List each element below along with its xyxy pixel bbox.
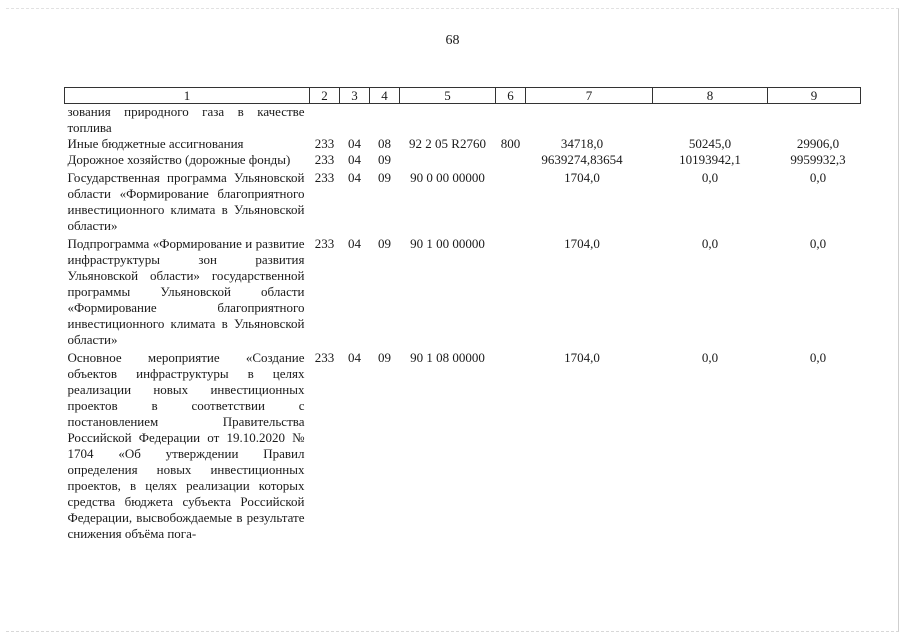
table-row bbox=[65, 152, 861, 168]
row-code-3: 04 bbox=[348, 136, 361, 151]
row-amount-9 bbox=[768, 104, 861, 137]
row-amount-8: 50245,0 bbox=[688, 136, 732, 151]
row-code-2: 233 bbox=[314, 236, 335, 251]
row-name: Дорожное хозяйство (дорожные фонды) bbox=[67, 152, 291, 167]
table-row bbox=[65, 234, 861, 348]
budget-table bbox=[64, 87, 861, 542]
col-header-9: 9 bbox=[768, 88, 861, 104]
row-code-5: 92 2 05 R2760 bbox=[409, 136, 486, 151]
row-amount-7: 9639274,83654 bbox=[541, 152, 623, 167]
row-amount-8: 0,0 bbox=[701, 350, 719, 365]
table-row bbox=[65, 104, 861, 137]
col-header-8: 8 bbox=[653, 88, 768, 104]
row-name: зования природного газа в качестве топлива bbox=[67, 104, 305, 135]
row-amount-9: 29906,0 bbox=[796, 136, 840, 151]
row-code-6: 800 bbox=[500, 136, 521, 151]
row-amount-7: 1704,0 bbox=[564, 236, 600, 251]
row-code-3: 04 bbox=[348, 350, 361, 365]
row-amount-7: 34718,0 bbox=[560, 136, 604, 151]
row-code-6 bbox=[496, 348, 526, 542]
row-amount-8: 0,0 bbox=[701, 170, 719, 185]
col-header-2: 2 bbox=[310, 88, 340, 104]
row-code-3: 04 bbox=[348, 170, 361, 185]
row-amount-8: 0,0 bbox=[701, 236, 719, 251]
row-code-3: 04 bbox=[348, 236, 361, 251]
row-code-3: 04 bbox=[348, 152, 361, 167]
col-header-4: 4 bbox=[370, 88, 400, 104]
row-amount-9: 0,0 bbox=[809, 170, 827, 185]
row-code-5: 90 1 08 00000 bbox=[410, 350, 485, 365]
row-code-4: 09 bbox=[378, 236, 391, 251]
row-name: Подпрограмма «Формирование и развитие инфраструктуры зон развития Ульяновской области» государственной программы Ульяновской области «Формирование благоприятного инвестиционного климата в Ульяновской области» bbox=[67, 236, 305, 347]
row-code-2: 233 bbox=[314, 170, 335, 185]
row-code-6 bbox=[496, 152, 526, 168]
header-row bbox=[65, 88, 861, 104]
row-code-5: 90 1 00 00000 bbox=[410, 236, 485, 251]
row-code-4: 09 bbox=[378, 170, 391, 185]
row-amount-9: 0,0 bbox=[809, 350, 827, 365]
row-code-4: 09 bbox=[378, 152, 391, 167]
row-code-4 bbox=[370, 104, 400, 137]
row-code-3 bbox=[340, 104, 370, 137]
col-header-5: 5 bbox=[400, 88, 496, 104]
row-code-6 bbox=[496, 104, 526, 137]
table-row bbox=[65, 136, 861, 152]
row-code-6 bbox=[496, 234, 526, 348]
col-header-1: 1 bbox=[65, 88, 310, 104]
row-amount-9: 0,0 bbox=[809, 236, 827, 251]
row-name: Государственная программа Ульяновской области «Формирование благоприятного инвестиционного климата в Ульяновской области» bbox=[67, 170, 305, 233]
row-amount-8 bbox=[653, 104, 768, 137]
col-header-6: 6 bbox=[496, 88, 526, 104]
row-code-2: 233 bbox=[314, 350, 335, 365]
row-code-4: 08 bbox=[378, 136, 391, 151]
row-code-5 bbox=[400, 104, 496, 137]
row-name: Основное мероприятие «Создание объектов инфраструктуры в целях реализации новых инвестиционных проектов в соответствии с постановлением Правительства Российской Федерации от 19.10.2020 № 1704 «Об утверждении Правил определения новых инвестиционных проектов, в целях реализации которых средства бюджета субъекта Российской Федерации, высвобождаемые в результате снижения объёма пога- bbox=[67, 350, 305, 541]
row-amount-8: 10193942,1 bbox=[679, 152, 741, 167]
page-number: 68 bbox=[445, 33, 460, 48]
table-row bbox=[65, 348, 861, 542]
row-code-2: 233 bbox=[314, 136, 335, 151]
row-amount-7 bbox=[526, 104, 653, 137]
row-code-5: 90 0 00 00000 bbox=[410, 170, 485, 185]
row-code-5 bbox=[400, 152, 496, 168]
row-amount-9: 9959932,3 bbox=[790, 152, 846, 167]
table-row bbox=[65, 168, 861, 234]
row-amount-7: 1704,0 bbox=[564, 350, 600, 365]
row-name: Иные бюджетные ассигнования bbox=[67, 136, 244, 151]
row-code-2 bbox=[310, 104, 340, 137]
row-code-6 bbox=[496, 168, 526, 234]
row-code-4: 09 bbox=[378, 350, 391, 365]
col-header-7: 7 bbox=[526, 88, 653, 104]
row-amount-7: 1704,0 bbox=[564, 170, 600, 185]
col-header-3: 3 bbox=[340, 88, 370, 104]
row-code-2: 233 bbox=[314, 152, 335, 167]
